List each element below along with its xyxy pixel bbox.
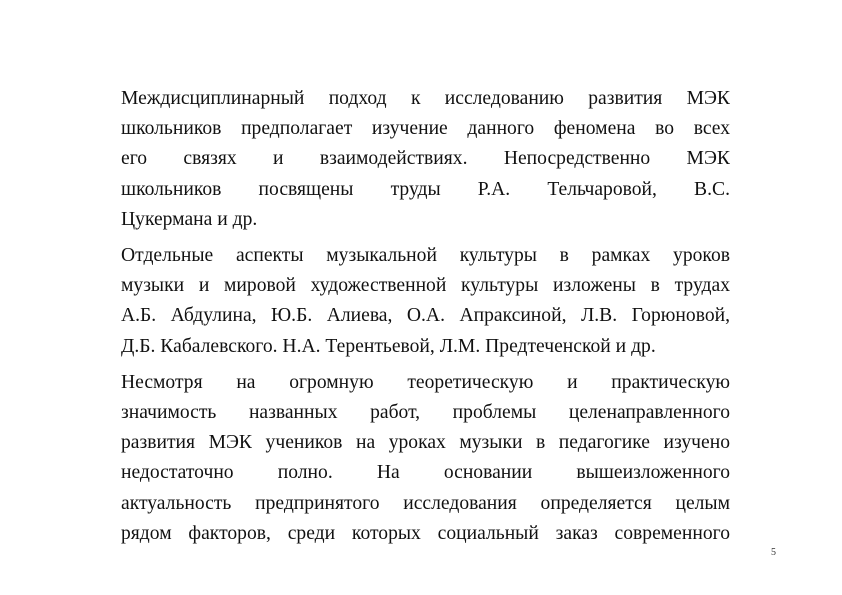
paragraph-2 xyxy=(121,241,730,362)
text-line: музыки и мировой художественной культуры изложены в трудах xyxy=(121,275,730,297)
text-line: школьников предполагает изучение данного феномена во всех xyxy=(121,118,730,140)
body-text xyxy=(121,84,730,555)
text-line: Д.Б. Кабалевского. Н.А. Терентьевой, Л.М. Предтеченской и др. xyxy=(121,335,656,357)
text-line: рядом факторов, среди которых социальный заказ современного xyxy=(121,522,730,544)
text-line: значимость названных работ, проблемы целенаправленного xyxy=(121,402,730,424)
paragraph-3 xyxy=(121,368,730,549)
text-line: А.Б. Абдулина, Ю.Б. Алиева, О.А. Апраксиной, Л.В. Горюновой, xyxy=(121,305,730,327)
paragraph-1 xyxy=(121,84,730,235)
text-line: развития МЭК учеников на уроках музыки в педагогике изучено xyxy=(121,432,730,454)
text-line: актуальность предпринятого исследования определяется целым xyxy=(121,492,730,514)
text-line: Междисциплинарный подход к исследованию развития МЭК xyxy=(121,88,730,109)
text-line: недостаточно полно. На основании вышеизложенного xyxy=(121,462,730,484)
text-line: школьников посвящены труды Р.А. Тельчаровой, В.С. xyxy=(121,178,730,200)
page-number: 5 xyxy=(771,547,776,558)
text-line: Несмотря на огромную теоретическую и практическую xyxy=(121,371,730,393)
text-line: Отдельные аспекты музыкальной культуры в рамках уроков xyxy=(121,245,730,267)
text-line: его связях и взаимодействиях. Непосредственно МЭК xyxy=(121,148,730,170)
text-line: Цукермана и др. xyxy=(121,208,258,230)
